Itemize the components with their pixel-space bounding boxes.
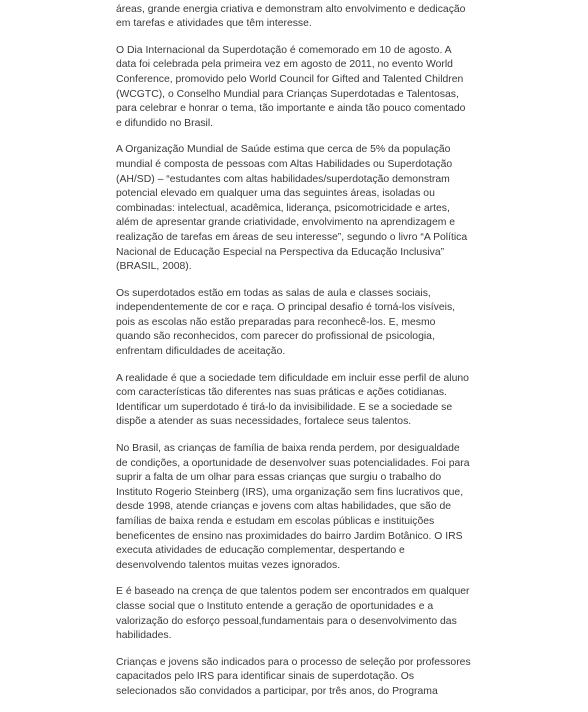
paragraph-superdotados: Os superdotados estão em todas as salas de aula e classes sociais, independentemente de cor e raça. O principal desafio é torná-los visíveis, pois as escolas não estão preparadas para reconhecê-los. E, mesmo quando são reconhecidos, com parecer do profissional de psicologia, enfrentam dificuldades de aceitação.	[116, 287, 456, 358]
paragraph-selecao: Crianças e jovens são indicados para o processo de seleção por professores capacitados pelo IRS para identificar sinais de superdotação. Os selecionados são convidados a participar, por três anos, do Programa	[116, 656, 471, 697]
paragraph-brasil-irs: No Brasil, as crianças de família de baixa renda perdem, por desigualdade de condições, a oportunidade de desenvolver suas potencialidades. Foi para suprir a falta de um olhar para essas crianças que surgiu o trabalho do Instituto Rogerio Steinberg (IRS), uma organização sem fins lucrativos que, desde 1998, atende crianças e jovens com altas habilidades, que são de famílias de baixa renda e estudam em escolas públicas e instituições beneficentes de ensino nas proximidades do bairro Jardim Botânico. O IRS executa atividades de educação complementar, despertando e desenvolvendo talentos muitas vezes ignorados.	[116, 443, 470, 571]
paragraph-crenca: E é baseado na crença de que talentos podem ser encontrados em qualquer classe social que o Instituto entende a geração de oportunidades e a valorização do esforço pessoal,fundamentais para o desenvolvimento das habilidades.	[116, 586, 470, 642]
article-body	[116, 0, 472, 712]
paragraph-intro: áreas, grande energia criativa e demonstram alto envolvimento e dedicação em tarefas e atividades que têm interesse.	[116, 3, 466, 30]
paragraph-dia-internacional: O Dia Internacional da Superdotação é comemorado em 10 de agosto. A data foi celebrada pela primeira vez em agosto de 2011, no evento World Conference, promovido pelo World Council for Gifted and Talented Children (WCGTC), o Conselho Mundial para Crianças Superdotadas e Talentosas, para celebrar e honrar o tema, tão importante e ainda tão pouco comentado e difundido no Brasil.	[116, 44, 466, 129]
paragraph-realidade: A realidade é que a sociedade tem dificuldade em incluir esse perfil de aluno com características tão diferentes nas suas práticas e ações cotidianas. Identificar um superdotado é tirá-lo da invisibilidade. E se a sociedade se dispõe a atender as suas necessidades, fortalece seus talentos.	[116, 372, 469, 428]
paragraph-oms: A Organização Mundial de Saúde estima que cerca de 5% da população mundial é composta de pessoas com Altas Habilidades ou Superdotação (AH/SD) – “estudantes com altas habilidades/superdotação demonstram potencial elevado em qualquer uma das seguintes áreas, isoladas ou combinadas: intelectual, acadêmica, liderança, psicomotricidade e artes, além de apresentar grande criatividade, envolvimento na aprendizagem e realização de tarefas em áreas de seu interesse”, segundo o livro “A Política Nacional de Educação Especial na Perspectiva da Educação Inclusiva” (BRASIL, 2008).	[116, 144, 468, 273]
